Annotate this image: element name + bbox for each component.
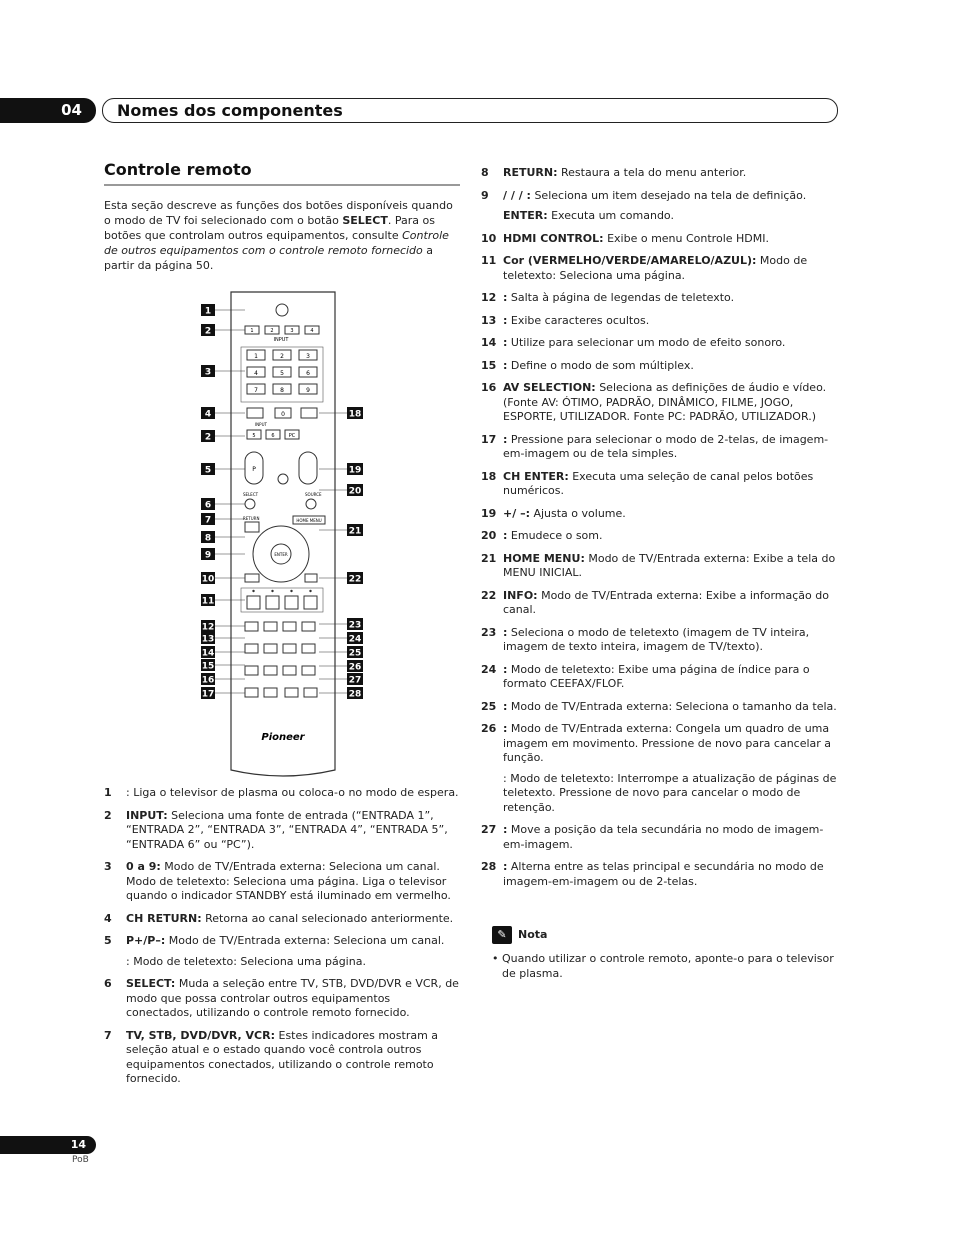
item-body [126,934,460,969]
chapter-title: Nomes dos componentes [117,101,343,120]
note-item: • Quando utilizar o controle remoto, aponte-o para o televisor de plasma. [492,952,842,981]
input-row-2 [247,430,299,439]
brand-logo: Pioneer [261,732,305,743]
p-label: P [252,466,256,473]
list-item [481,589,841,618]
item-subtext [503,209,841,224]
item-subtext [503,772,841,816]
page-number: 14 [0,1136,96,1154]
item-key: : [503,699,508,713]
item-text: Estes indicadores mostram a seleção atual e o estado quando você controla outros equipamentos conectados, utilizando o controle remoto fornecido. [126,1028,439,1085]
input-key-label: 1 [250,328,254,334]
item-body [503,663,841,692]
callout-number: 12 [201,622,215,633]
item-number: 12 [481,291,497,304]
item-body [503,470,841,499]
language-code: PoB [72,1155,89,1165]
list-item [481,166,841,181]
volume-rocker [299,452,317,484]
item-number: 18 [481,469,497,483]
item-number: 26 [481,722,497,735]
intro-text: Esta seção descreve as funções dos botões disponíveis quando o modo de TV foi selecionado com o botão [104,199,453,227]
callout-number: 10 [201,574,215,585]
item-text: Modo de TV/Entrada externa: Seleciona um canal. [165,934,445,947]
item-number: 3 [104,860,112,873]
item-number: 1 [104,786,112,799]
callout-number: 4 [204,409,212,420]
item-body [126,977,460,1021]
item-text: Modo de TV/Entrada externa: Exibe a tela do MENU INICIAL. [503,551,836,579]
item-sub-text: : Modo de teletexto: Interrompe a atualização de páginas de teletexto. Pressione de novo para cancelar o modo de retenção. [503,771,837,814]
input-key-label: 2 [270,328,274,334]
select-button [245,499,255,509]
item-key: CH ENTER: [503,469,569,483]
list-item [481,189,841,224]
teletext-button [245,688,258,697]
item-text: Exibe caracteres ocultos. [507,313,650,327]
item-key: HDMI CONTROL: [503,231,604,245]
item-text: Move a posição da tela secundária no modo de imagem-em-imagem. [503,823,824,851]
list-item [481,823,841,852]
enter-label: ENTER [274,552,288,557]
item-key: : [503,529,508,542]
digit-label: 2 [280,353,284,360]
input-key-label: 3 [290,328,294,334]
color-button [304,596,317,609]
callout-number: 23 [348,620,362,631]
teletext-button [264,622,277,631]
item-body [126,1029,460,1087]
color-dot [271,590,273,592]
callout-number: 19 [348,465,362,476]
digit-label: 1 [254,353,258,360]
item-text: Utilize para selecionar um modo de efeito sonoro. [507,336,786,349]
item-text: Modo de teletexto: Exibe uma página de índice para o formato CEEFAX/FLOF. [503,662,810,690]
item-body [503,552,841,581]
callout-number: 21 [348,526,362,537]
callout-number: 24 [348,634,362,645]
item-number: 25 [481,699,497,713]
list-item [104,934,460,969]
item-body [503,507,841,522]
digit-label: 6 [306,370,310,377]
item-body [503,336,841,351]
item-key: P+/P–: [126,934,166,947]
item-key: : [503,722,508,735]
split-button [264,688,277,697]
item-number: 14 [481,336,497,349]
item-body [503,314,841,329]
item-text: Modo de TV/Entrada externa: Congela um quadro de uma imagem em movimento. Pressione de novo para cancelar a função. [503,722,832,764]
list-item [481,381,841,425]
item-body [503,291,841,306]
item-body [503,823,841,852]
item-number: 10 [481,231,497,245]
item-text: Retorna ao canal selecionado anteriormente. [201,911,454,925]
callout-number: 25 [348,648,362,659]
callout-number: 18 [348,409,362,420]
item-key: CH RETURN: [126,911,202,925]
list-item [104,977,460,1021]
item-number: 22 [481,588,497,602]
section-rule [104,184,460,186]
teletext-button [302,622,315,631]
callout-number: 22 [348,574,362,585]
item-number: 17 [481,432,497,446]
item-key: HOME MENU: [503,551,585,565]
item-number: 6 [104,977,112,990]
item-text: : Liga o televisor de plasma ou coloca-o no modo de espera. [126,786,459,799]
item-number: 28 [481,860,497,873]
item-key: INPUT: [126,808,168,822]
teletext-button [264,666,277,675]
list-item [481,232,841,247]
input-key-label: 5 [252,433,256,439]
item-sub-key: ENTER: [503,209,548,222]
item-text: Seleciona uma fonte de entrada (“ENTRADA 1”, “ENTRADA 2”, “ENTRADA 3”, “ENTRADA 4”, “ENTRADA 5”, “ENTRADA 6” ou “PC”). [126,808,448,851]
teletext-button [302,666,315,675]
callout-number: 9 [204,550,212,561]
item-key: TV, STB, DVD/DVR, VCR: [126,1028,275,1042]
callout-number: 27 [348,675,362,686]
item-number: 7 [104,1028,112,1042]
callout-number: 6 [204,500,212,511]
item-body [503,232,841,247]
list-item [481,359,841,374]
color-button [285,596,298,609]
item-sub-text: Executa um comando. [547,209,674,222]
intro-text: . Para os botões que controlam outros equipamentos, consulte [104,214,435,242]
item-number: 23 [481,625,497,639]
item-key: INFO: [503,588,538,602]
digit-label: 4 [254,370,258,377]
item-key: SELECT: [126,977,176,990]
item-text: Modo de TV/Entrada externa: Seleciona o tamanho da tela. [507,699,837,713]
list-item [104,809,460,853]
callout-number: 8 [204,533,212,544]
input-key-label: 4 [310,328,314,334]
item-text: Modo de TV/Entrada externa: Seleciona um canal. Modo de teletexto: Seleciona uma página. Liga o televisor quando o indicador STANDBY está iluminado em vermelho. [126,860,451,902]
item-sub-text: : Modo de teletexto: Seleciona uma página. [126,954,366,968]
teletext-button [283,622,296,631]
callout-number: 17 [201,689,215,700]
left-item-list [104,786,460,1095]
teletext-button [264,644,277,653]
item-text: Ajusta o volume. [529,506,626,520]
item-number: 24 [481,662,497,676]
home-menu-label: HOME MENU [296,518,322,523]
item-body [503,722,841,815]
input-key-label: 6 [271,433,275,439]
pencil-icon: ✎ [492,926,512,944]
list-item [104,786,460,801]
note-box [492,926,842,981]
digit-label: 5 [280,370,284,377]
item-body [503,381,841,425]
item-key: : [503,358,508,372]
chapter-number: 04 [0,98,96,123]
item-body [503,254,841,283]
item-body [126,860,460,904]
callout-number: 11 [201,596,215,607]
item-number: 19 [481,506,497,520]
item-number: 20 [481,529,497,542]
list-item [481,663,841,692]
item-key: : [503,313,508,327]
item-number: 16 [481,381,497,394]
input-key-label: PC [288,433,296,439]
select-label: SELECT [243,492,259,497]
item-number: 5 [104,934,112,947]
digit-label: 7 [254,387,258,394]
note-text: Quando utilizar o controle remoto, aponte-o para o televisor de plasma. [502,952,834,980]
item-text: Emudece o som. [507,529,603,542]
item-subtext [126,955,460,970]
item-text: Alterna entre as telas principal e secundária no modo de imagem-em-imagem ou de 2-telas. [503,860,824,888]
item-body [503,189,841,224]
item-body [503,700,841,715]
return-button [245,522,259,532]
item-body [503,359,841,374]
list-item [481,860,841,889]
item-text: Pressione para selecionar o modo de 2-telas, de imagem-em-imagem ou de tela simples. [503,432,829,460]
item-text: Modo de TV/Entrada externa: Exibe a informação do canal. [503,588,829,616]
teletext-button [285,688,298,697]
item-number: 4 [104,911,112,925]
item-number: 13 [481,313,497,327]
item-text: Seleciona as definições de áudio e vídeo. (Fonte AV: ÓTIMO, PADRÃO, DINÂMICO, FILME, JOGO, ESPORTE, UTILIZADOR. Fonte PC: PADRÃO, UTILIZADOR.) [503,381,827,423]
item-number: 27 [481,823,497,836]
item-key: +/ –: [503,506,530,520]
callout-number: 5 [204,465,212,476]
list-item [481,626,841,655]
input-label-2: INPUT [255,422,267,427]
item-number: 9 [481,188,489,202]
teletext-button [283,644,296,653]
intro-paragraph [104,198,460,273]
item-text: Seleciona o modo de teletexto (imagem de TV inteira, imagem de texto inteira, imagem de TV/texto). [503,625,810,653]
callout-number: 28 [348,689,362,700]
note-title: Nota [518,927,548,941]
teletext-button [304,688,317,697]
color-dot [290,590,292,592]
callout-number: 3 [204,367,212,378]
digit-label: 3 [306,353,310,360]
item-text: Exibe o menu Controle HDMI. [603,231,769,245]
callout-number: 15 [201,661,215,672]
numpad [247,350,317,394]
color-dot [309,590,311,592]
list-item [481,254,841,283]
item-key: : [503,625,508,639]
item-key: : [503,291,508,304]
return-label: RETURN [243,516,260,521]
callout-number: 26 [348,662,362,673]
item-number: 2 [104,808,112,822]
intro-reference: Controle de outros equipamentos com o controle remoto fornecido [104,229,449,257]
item-key: : [503,823,508,836]
teletext-button [283,666,296,675]
digit-label: 8 [280,387,284,394]
item-text: Define o modo de som múltiplex. [507,358,694,372]
input-label: INPUT [273,337,289,343]
item-body [503,166,841,181]
item-key: : [503,336,508,349]
callout-number: 2 [204,432,212,443]
item-body [503,589,841,618]
power-button [276,304,288,316]
list-item [104,912,460,927]
item-body [503,626,841,655]
remote-illustration [195,290,375,780]
chapter-header [102,98,838,123]
source-label: SOURCE [305,492,322,497]
item-body [126,809,460,853]
list-item [481,552,841,581]
list-item [481,336,841,351]
list-item [481,314,841,329]
ch-enter-button [301,408,317,418]
list-item [481,529,841,544]
note-header [492,926,842,944]
item-text: Salta à página de legendas de teletexto. [507,291,735,304]
item-text: Muda a seleção entre TV, STB, DVD/DVR e VCR, de modo que possa controlar outros equipamentos conectados, utilizando o controle remoto fornecido. [126,977,459,1019]
section-title: Controle remoto [104,160,252,179]
source-button [306,499,316,509]
item-key: AV SELECTION: [503,381,596,394]
list-item [481,291,841,306]
intro-text: a partir da página 50. [104,244,434,272]
item-key: : [503,860,508,873]
intro-select: SELECT [342,214,388,227]
list-item [104,1029,460,1087]
item-body [503,433,841,462]
item-number: 21 [481,551,497,565]
item-key: : [503,662,508,676]
item-number: 11 [481,254,497,267]
item-number: 8 [481,166,489,179]
list-item [481,700,841,715]
remote-diagram [195,290,375,780]
list-item [481,433,841,462]
callout-number: 13 [201,634,215,645]
teletext-button [302,644,315,653]
info-button [305,574,317,582]
item-body [503,860,841,889]
item-number: 15 [481,358,497,372]
mute-button [278,474,288,484]
item-body [503,529,841,544]
color-button [266,596,279,609]
callout-number: 14 [201,648,215,659]
callout-number: 20 [348,486,362,497]
ch-return-button [247,408,263,418]
item-key: Cor (VERMELHO/VERDE/AMARELO/AZUL): [503,254,757,267]
item-key: : [503,432,508,446]
item-key: RETURN: [503,166,558,179]
teletext-button [245,666,258,675]
callout-number: 1 [204,306,212,317]
item-key: / / / : [503,188,531,202]
color-dot [252,590,254,592]
list-item [104,860,460,904]
callout-number: 2 [204,326,212,337]
item-body [126,912,460,927]
color-button [247,596,260,609]
callout-number: 16 [201,675,215,686]
item-text: Executa uma seleção de canal pelos botões numéricos. [503,469,814,497]
list-item [481,470,841,499]
teletext-button [245,622,258,631]
item-text: Seleciona um item desejado na tela de definição. [530,188,807,202]
item-text: Restaura a tela do menu anterior. [557,166,747,179]
list-item [481,722,841,815]
right-item-list [481,166,841,897]
digit-0-label: 0 [281,411,285,418]
digit-label: 9 [306,387,310,394]
hdmi-control-button [245,574,259,582]
item-text: Modo de teletexto: Seleciona uma página. [503,254,808,282]
item-key: 0 a 9: [126,860,161,873]
teletext-button [245,644,258,653]
callout-number: 7 [204,515,212,526]
item-body [126,786,460,801]
list-item [481,507,841,522]
